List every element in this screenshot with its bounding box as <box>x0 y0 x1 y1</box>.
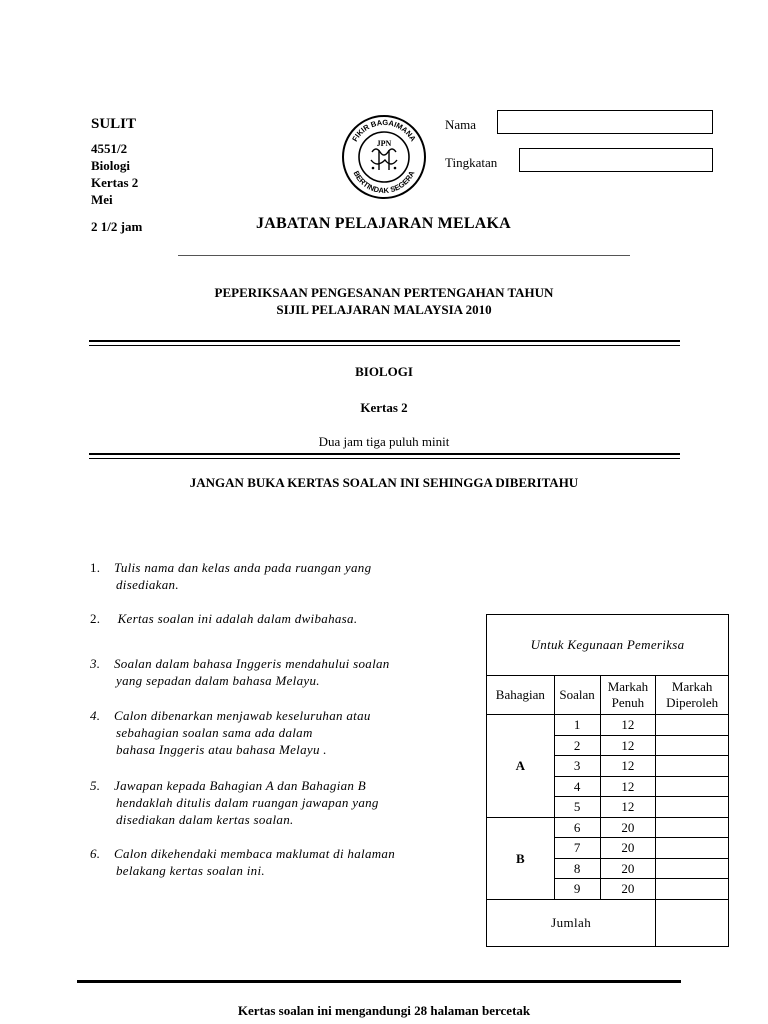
obtained-mark[interactable] <box>656 735 729 756</box>
instruction-text: Calon dibenarkan menjawab keseluruhan atau <box>114 708 371 723</box>
question-number: 1 <box>554 715 600 736</box>
instruction-text: Kertas soalan ini adalah dalam dwibahasa. <box>117 611 358 626</box>
classification-label: SULIT <box>91 116 137 132</box>
table-title: Untuk Kegunaan Pemeriksa <box>487 615 729 676</box>
instruction-number: 6. <box>90 846 101 861</box>
question-number: 9 <box>554 879 600 900</box>
question-number: 3 <box>554 756 600 777</box>
instruction-text: sebahagian soalan sama ada dalam <box>116 725 313 740</box>
instruction-item <box>90 707 470 758</box>
table-row <box>487 899 729 946</box>
obtained-mark[interactable] <box>656 776 729 797</box>
exam-month: Mei <box>91 192 113 207</box>
paper-number: Kertas 2 <box>91 175 139 190</box>
jpn-melaka-seal-icon <box>341 110 427 200</box>
seal-monogram: JPN <box>376 139 392 148</box>
instruction-item <box>90 777 470 828</box>
double-rule <box>89 453 680 459</box>
instruction-item <box>90 845 470 879</box>
instruction-text: bahasa Inggeris atau bahasa Melayu . <box>116 742 327 757</box>
full-mark: 12 <box>600 797 656 818</box>
obtained-mark[interactable] <box>656 858 729 879</box>
subject-name: Biologi <box>91 158 131 173</box>
instruction-text: belakang kertas soalan ini. <box>116 863 265 878</box>
question-number: 5 <box>554 797 600 818</box>
instruction-number: 3. <box>90 656 101 671</box>
page-count-note: Kertas soalan ini mengandungi 28 halaman bercetak <box>237 1003 531 1018</box>
obtained-mark[interactable] <box>656 797 729 818</box>
table-row <box>487 817 729 838</box>
column-header: Markah Diperoleh <box>656 676 729 715</box>
column-header: Bahagian <box>487 676 555 715</box>
instruction-number: 2. <box>90 611 101 626</box>
footer-rule <box>77 980 681 983</box>
warning-text: JANGAN BUKA KERTAS SOALAN INI SEHINGGA DIBERITAHU <box>189 475 579 490</box>
double-rule <box>89 340 680 346</box>
full-mark: 12 <box>600 715 656 736</box>
name-label: Nama <box>445 117 477 132</box>
seal-bottom-text: BERTINDAK SEGERA <box>351 169 417 196</box>
exam-title-line1: PEPERIKSAAN PENGESANAN PERTENGAHAN TAHUN <box>214 285 554 300</box>
question-number: 8 <box>554 858 600 879</box>
instruction-text: disediakan. <box>116 577 179 592</box>
department-title: JABATAN PELAJARAN MELAKA <box>256 215 511 232</box>
instruction-item <box>90 559 470 593</box>
exam-title-line2: SIJIL PELAJARAN MALAYSIA 2010 <box>276 302 492 317</box>
paper-code: 4551/2 <box>91 141 128 156</box>
divider-line <box>178 255 630 256</box>
full-mark: 12 <box>600 735 656 756</box>
instruction-number: 5. <box>90 778 101 793</box>
subject-title: BIOLOGI <box>355 364 413 379</box>
examiner-mark-table <box>486 614 729 947</box>
obtained-mark[interactable] <box>656 756 729 777</box>
class-field[interactable] <box>519 148 713 172</box>
instruction-text: Calon dikehendaki membaca maklumat di halaman <box>114 846 396 861</box>
obtained-mark[interactable] <box>656 838 729 859</box>
total-label: Jumlah <box>487 899 656 946</box>
full-mark: 20 <box>600 838 656 859</box>
obtained-mark[interactable] <box>656 817 729 838</box>
instruction-item <box>90 610 470 627</box>
question-number: 6 <box>554 817 600 838</box>
exam-duration: 2 1/2 jam <box>91 219 143 234</box>
full-mark: 12 <box>600 756 656 777</box>
full-mark: 20 <box>600 879 656 900</box>
column-header: Soalan <box>554 676 600 715</box>
instruction-text: Soalan dalam bahasa Inggeris mendahului soalan <box>114 656 390 671</box>
paper-title: Kertas 2 <box>360 400 408 415</box>
table-row <box>487 715 729 736</box>
instruction-text: Tulis nama dan kelas anda pada ruangan yang <box>114 560 372 575</box>
section-label: A <box>487 715 555 818</box>
instruction-text: hendaklah ditulis dalam ruangan jawapan yang <box>116 795 379 810</box>
class-label: Tingkatan <box>445 155 498 170</box>
section-label: B <box>487 817 555 899</box>
instruction-number: 1. <box>90 560 101 575</box>
seal-top-text: FIKIR BAGAIMANA <box>350 117 418 144</box>
obtained-mark[interactable] <box>656 879 729 900</box>
instruction-text: Jawapan kepada Bahagian A dan Bahagian B <box>114 778 366 793</box>
full-mark: 12 <box>600 776 656 797</box>
instruction-text: disediakan dalam kertas soalan. <box>116 812 294 827</box>
question-number: 7 <box>554 838 600 859</box>
instruction-text: yang sepadan dalam bahasa Melayu. <box>116 673 320 688</box>
instruction-item <box>90 655 470 689</box>
instruction-number: 4. <box>90 708 101 723</box>
column-header: Markah Penuh <box>600 676 656 715</box>
full-mark: 20 <box>600 858 656 879</box>
total-value[interactable] <box>656 899 729 946</box>
full-mark: 20 <box>600 817 656 838</box>
duration-text: Dua jam tiga puluh minit <box>318 434 450 449</box>
obtained-mark[interactable] <box>656 715 729 736</box>
question-number: 2 <box>554 735 600 756</box>
name-field[interactable] <box>497 110 713 134</box>
question-number: 4 <box>554 776 600 797</box>
